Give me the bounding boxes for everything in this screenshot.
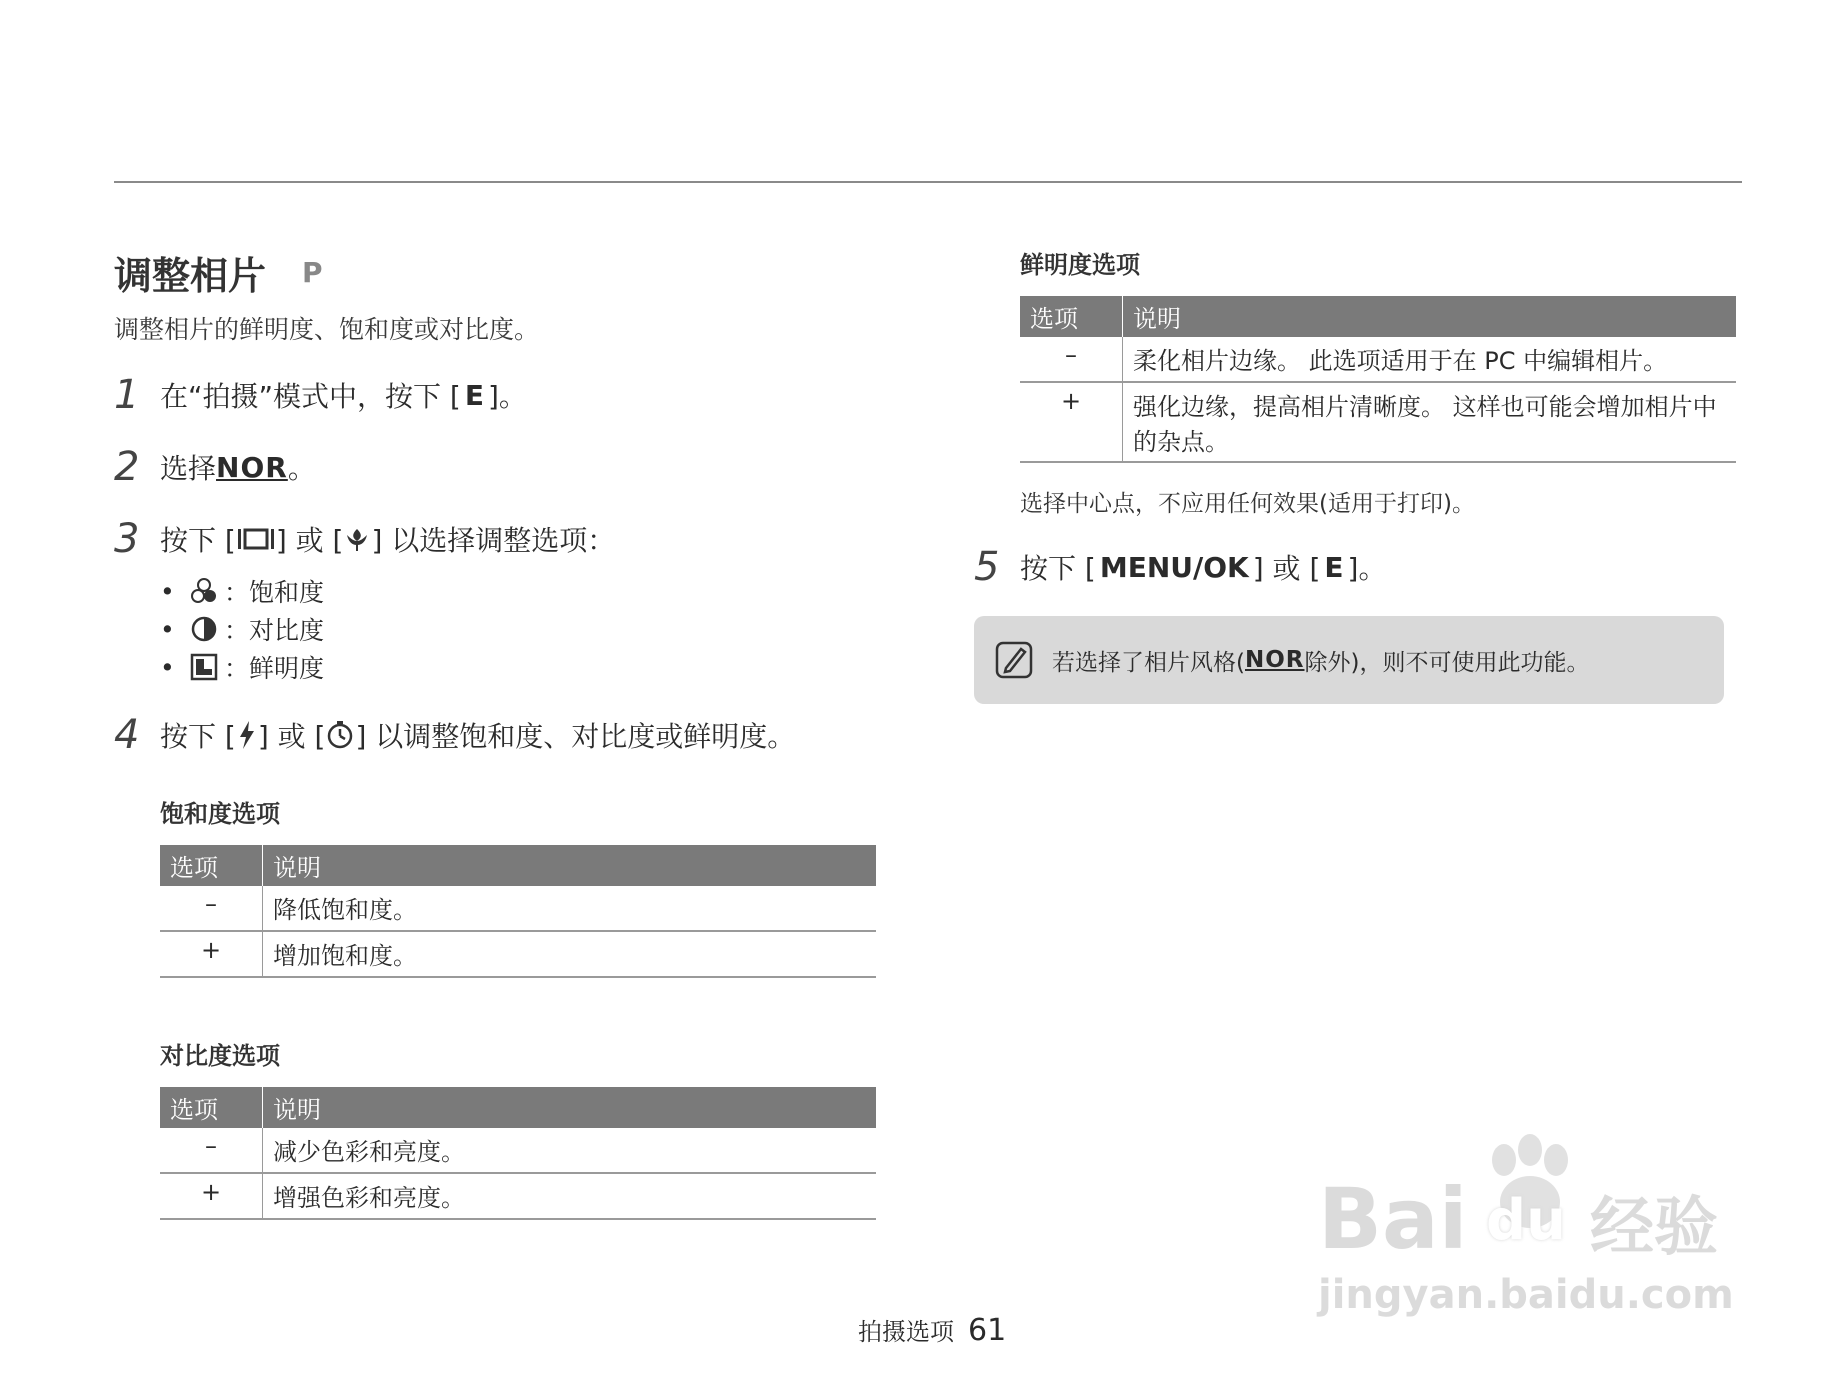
table-header-row (160, 1087, 876, 1128)
macro-icon (343, 525, 371, 553)
footer-section-label: 拍摄选项 (858, 1318, 954, 1346)
step-text: 按下 [ (160, 524, 236, 557)
column-header-option: 选项 (160, 845, 263, 886)
table-header-row (160, 845, 876, 886)
step-text: ] 以选择调整选项： (371, 524, 616, 557)
step-number: 5 (974, 544, 1000, 590)
description-cell: 强化边缘，提高相片清晰度。 这样也可能会增加相片中的杂点。 (1123, 382, 1737, 462)
column-header-description: 说明 (263, 845, 877, 886)
step-text: 。 (287, 452, 316, 485)
saturation-table (160, 845, 876, 978)
subtitle: 调整相片的鲜明度、饱和度或对比度。 (114, 315, 540, 344)
table-row (160, 1173, 876, 1219)
step-text: ] 以调整饱和度、对比度或鲜明度。 (355, 720, 796, 753)
list-item: • ：对比度 (160, 610, 894, 648)
contrast-icon (190, 615, 218, 643)
right-column (974, 245, 1740, 704)
key-e-label: E (1324, 550, 1344, 584)
column-header-description: 说明 (1123, 296, 1737, 337)
watermark-brand: Bai (1318, 1170, 1468, 1268)
nor-style-label: NOR (216, 450, 288, 484)
watermark-cn: 经验 (1590, 1191, 1718, 1265)
step-text: ]。 (1347, 552, 1387, 585)
list-item-label: ：对比度 (224, 616, 325, 645)
step-text: 按下 [ (160, 720, 236, 753)
option-cell: + (1020, 382, 1123, 462)
step-3 (114, 516, 894, 562)
display-button-icon (236, 525, 276, 553)
option-cell: – (160, 1128, 263, 1173)
saturation-table-title: 饱和度选项 (160, 800, 280, 828)
table-row (160, 886, 876, 931)
step-1 (114, 372, 894, 418)
column-header-description: 说明 (263, 1087, 877, 1128)
page-title (114, 245, 894, 300)
sharpness-table-title: 鲜明度选项 (1020, 251, 1140, 279)
mode-badge: P (302, 256, 323, 289)
description-cell: 增加饱和度。 (263, 931, 877, 977)
contrast-table (160, 1087, 876, 1220)
step-text: 选择 (160, 452, 217, 485)
contrast-table-title: 对比度选项 (160, 1042, 280, 1070)
step-number: 1 (114, 372, 140, 418)
option-cell: + (160, 931, 263, 977)
saturation-icon (190, 577, 218, 605)
step-number: 2 (114, 444, 140, 490)
step-5 (974, 544, 1740, 590)
option-cell: + (160, 1173, 263, 1219)
note-pencil-icon (994, 640, 1034, 680)
step-text: 在“拍摄”模式中，按下 [ (160, 380, 461, 413)
column-header-option: 选项 (1020, 296, 1123, 337)
page-number: 61 (968, 1313, 1007, 1348)
description-cell: 柔化相片边缘。 此选项适用于在 PC 中编辑相片。 (1123, 337, 1737, 382)
key-e-label: E (464, 378, 484, 412)
description-cell: 减少色彩和亮度。 (263, 1128, 877, 1173)
step-number: 4 (114, 712, 140, 758)
list-item-label: ：鲜明度 (224, 654, 325, 683)
table-row (1020, 337, 1736, 382)
note-text: 除外)，则不可使用此功能。 (1304, 649, 1590, 676)
note-text: 若选择了相片风格( (1052, 649, 1245, 676)
center-point-note: 选择中心点，不应用任何效果(适用于打印)。 (1020, 491, 1475, 517)
flash-icon (236, 720, 258, 750)
info-note-box (974, 616, 1724, 704)
step-2 (114, 444, 894, 490)
step-text: ]。 (487, 380, 527, 413)
table-header-row (1020, 296, 1736, 337)
list-item: • ：鲜明度 (160, 648, 894, 686)
watermark-brand-2: du (1486, 1188, 1566, 1253)
option-cell: – (1020, 337, 1123, 382)
description-cell: 降低饱和度。 (263, 886, 877, 931)
step-text: ] 或 [ (1252, 552, 1321, 585)
left-column (114, 245, 894, 1220)
step-4 (114, 712, 894, 758)
list-item-label: ：饱和度 (224, 578, 325, 607)
nor-style-label: NOR (1244, 647, 1305, 673)
step-number: 3 (114, 516, 140, 562)
table-row (160, 931, 876, 977)
menu-ok-key-label: MENU/OK (1099, 550, 1249, 584)
table-row (160, 1128, 876, 1173)
adjust-option-list (160, 572, 894, 686)
step-text: ] 或 [ (257, 720, 326, 753)
baidu-watermark (1318, 1130, 1748, 1330)
timer-icon (325, 720, 355, 750)
option-cell: – (160, 886, 263, 931)
description-cell: 增强色彩和亮度。 (263, 1173, 877, 1219)
sharpness-table (1020, 296, 1736, 463)
page-footer (858, 1312, 1006, 1348)
step-text: 按下 [ (1020, 552, 1096, 585)
sharpness-icon (190, 653, 218, 681)
step-text: ] 或 [ (275, 524, 344, 557)
watermark-url: jingyan.baidu.com (1318, 1272, 1734, 1318)
column-header-option: 选项 (160, 1087, 263, 1128)
top-divider (114, 181, 1742, 183)
table-row (1020, 382, 1736, 462)
list-item: • ：饱和度 (160, 572, 894, 610)
saturation-section (160, 794, 894, 1220)
page-title-text: 调整相片 (114, 254, 267, 298)
